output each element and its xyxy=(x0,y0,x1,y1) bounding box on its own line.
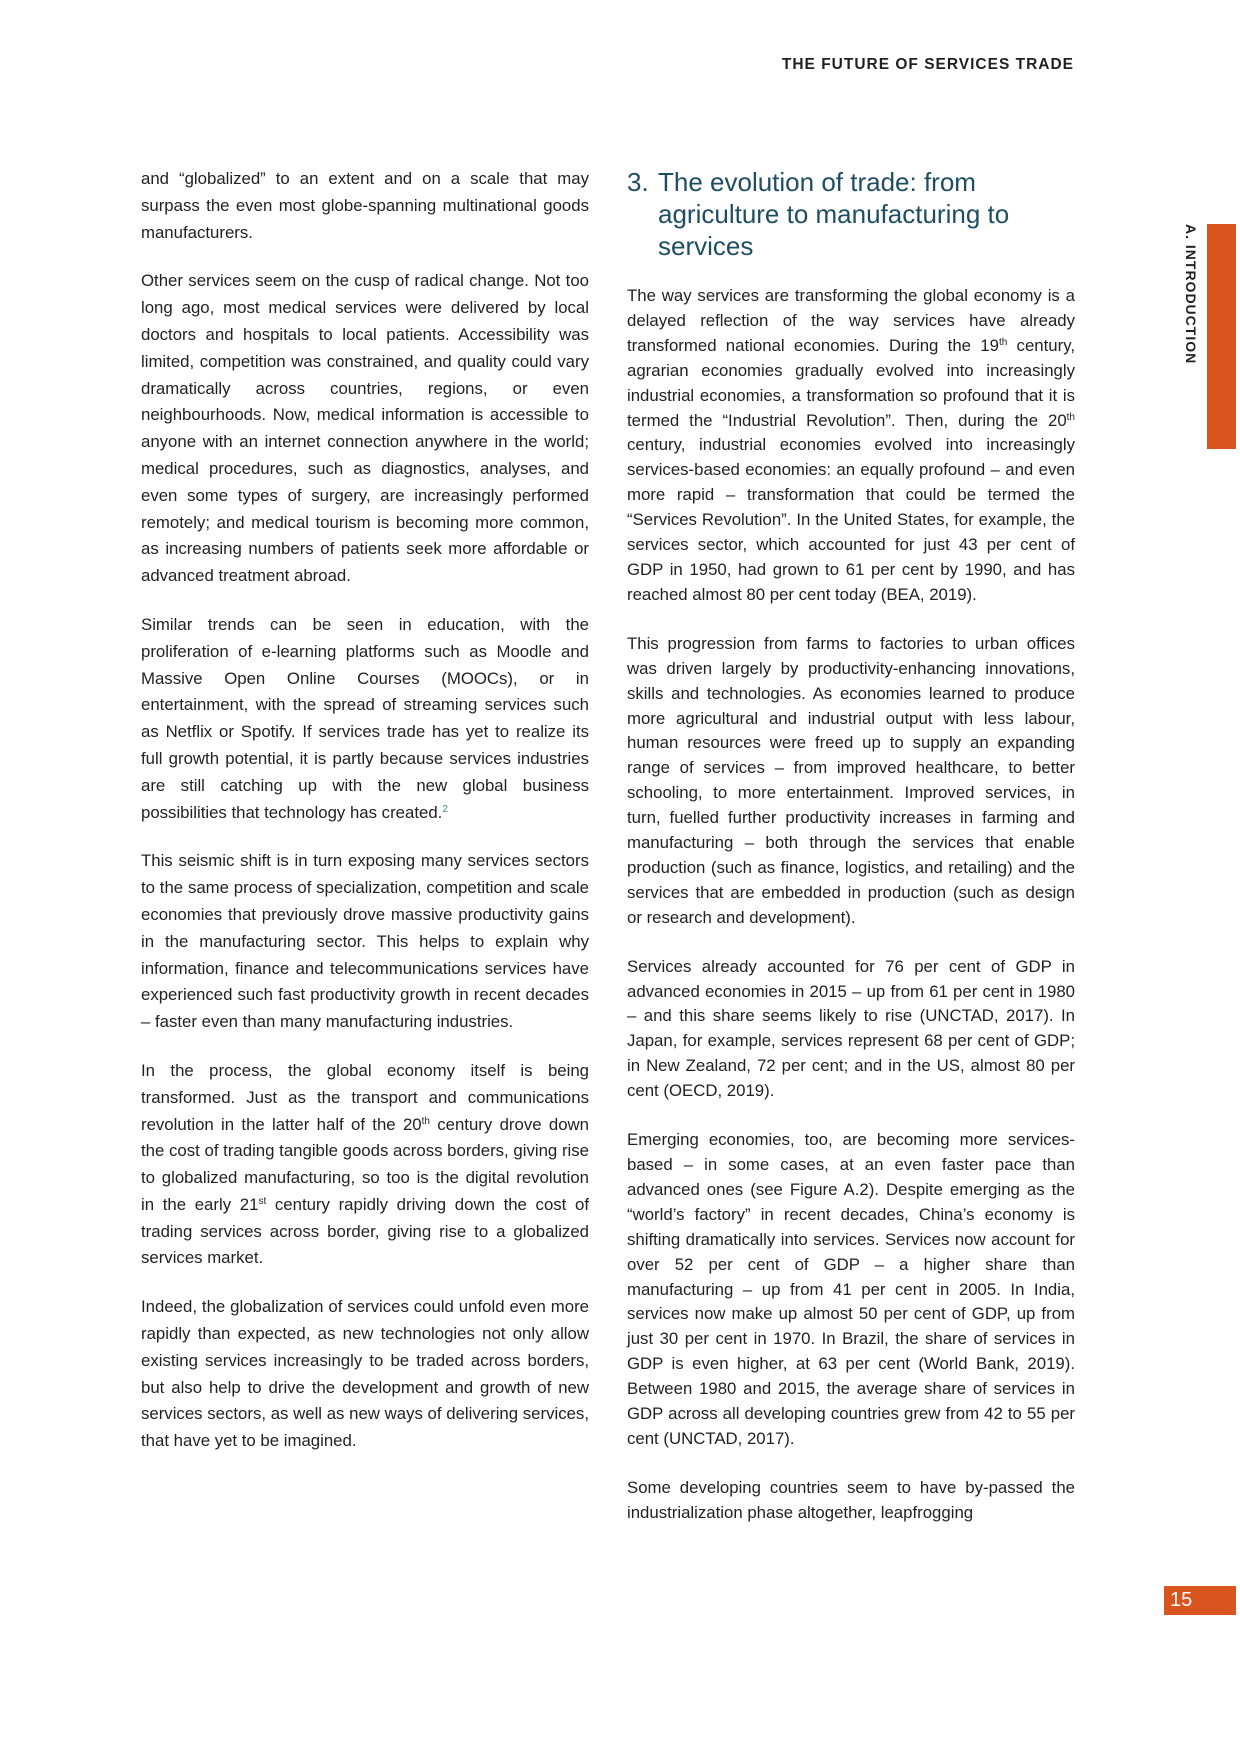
section-title: The evolution of trade: from agriculture to manufacturing to services xyxy=(658,167,1010,261)
section-side-label: A. INTRODUCTION xyxy=(1183,224,1199,365)
right-column xyxy=(627,166,1075,1550)
superscript: th xyxy=(998,336,1008,348)
section-color-tab xyxy=(1207,224,1236,449)
section-number: 3. xyxy=(627,167,649,197)
page-number: 15 xyxy=(1164,1586,1236,1615)
paragraph: and “globalized” to an extent and on a scale that may surpass the even most globe-spanning multinational goods manufacturers. xyxy=(141,169,589,242)
paragraph: Emerging economies, too, are becoming more services-based – in some cases, at an even faster pace than advanced ones (see Figure A.2). Despite emerging as the “world’s factory” in recent decades, China’s economy is shifting dramatically into services. Services now account for over 52 per cent of GDP – a higher share than manufacturing – up from 41 per cent in 2005. In India, services now make up almost 50 per cent of GDP, up from just 30 per cent in 1970. In Brazil, the share of services in GDP is even higher, at 63 per cent (World Bank, 2019). Between 1980 and 2015, the average share of services in GDP across all developing countries grew from 42 to 55 per cent (UNCTAD, 2017). xyxy=(627,1130,1075,1448)
paragraph: Some developing countries seem to have by-passed the industrialization phase altogether, leapfrogging xyxy=(627,1477,1075,1522)
superscript: st xyxy=(258,1195,267,1207)
paragraph xyxy=(141,1058,589,1272)
paragraph xyxy=(627,284,1075,608)
paragraph-text: century, agrarian economies gradually evolved into increasingly industrial economies, a transformation so profound that it is termed the “Industrial Revolution”. Then, during the 20 xyxy=(627,335,1076,430)
superscript: th xyxy=(1066,411,1075,423)
paragraph-text: century rapidly driving down the cost of trading services across border, giving rise to a globalized services market. xyxy=(141,1194,589,1268)
left-column xyxy=(141,166,589,1477)
paragraph-text: Similar trends can be seen in education, with the proliferation of e-learning platforms such as Moodle and Massive Open Online Courses (MOOCs), or in entertainment, with the spread of streaming services such as Netflix or Spotify. If services trade has yet to realize its full growth potential, it is partly because services industries are still catching up with the new global business possibilities that technology has created. xyxy=(141,614,589,822)
paragraph-text: The way services are transforming the global economy is a delayed reflection of the way services have already transformed national economies. During the 19 xyxy=(627,286,1075,355)
paragraph: Indeed, the globalization of services could unfold even more rapidly than expected, as new technologies not only allow existing services increasingly to be traded across borders, but also help to drive the development and growth of new services sectors, as well as new ways of delivering services, that have yet to be imagined. xyxy=(141,1297,589,1451)
paragraph-text: century drove down the cost of trading tangible goods across borders, giving rise to globalized manufacturing, so too is the digital revolution in the early 21 xyxy=(141,1114,589,1214)
paragraph xyxy=(141,612,589,826)
paragraph-text: In the process, the global economy itself is being transformed. Just as the transport and communications revolution in the latter half of the 20 xyxy=(141,1060,589,1134)
running-header: THE FUTURE OF SERVICES TRADE xyxy=(781,56,1074,73)
paragraph: This seismic shift is in turn exposing many services sectors to the same process of specialization, competition and scale economies that previously drove massive productivity gains in the manufacturing sector. This helps to explain why information, finance and telecommunications services have experienced such fast productivity growth in recent decades – faster even than many manufacturing industries. xyxy=(141,851,589,1032)
footnote-marker[interactable]: 2 xyxy=(442,803,448,815)
paragraph: Other services seem on the cusp of radical change. Not too long ago, most medical services were delivered by local doctors and hospitals to local patients. Accessibility was limited, competition was constrained, and quality could vary dramatically across countries, regions, or even neighbourhoods. Now, medical information is accessible to anyone with an internet connection anywhere in the world; medical procedures, such as diagnostics, analyses, and even some types of surgery, are increasingly performed remotely; and medical tourism is becoming more common, as increasing numbers of patients seek more affordable or advanced treatment abroad. xyxy=(141,271,589,586)
paragraph: This progression from farms to factories to urban offices was driven largely by productivity-enhancing innovations, skills and technologies. As economies learned to produce more agricultural and industrial output with less labour, human resources were freed up to supply an expanding range of services – from improved healthcare, to better schooling, to more entertainment. Improved services, in turn, fuelled further productivity increases in farming and manufacturing – both through the services that enable production (such as finance, logistics, and retailing) and the services that are embedded in production (such as design or research and development). xyxy=(627,633,1075,927)
superscript: th xyxy=(421,1115,430,1127)
paragraph: Services already accounted for 76 per cent of GDP in advanced economies in 2015 – up from 61 per cent in 1980 – and this share seems likely to rise (UNCTAD, 2017). In Japan, for example, services represent 68 per cent of GDP; in New Zealand, 72 per cent; and in the US, almost 80 per cent (OECD, 2019). xyxy=(627,956,1075,1101)
paragraph-text: century, industrial economies evolved into increasingly services-based economies: an equally profound – and even more rapid – transformation that could be termed the “Services Revolution”. In the United States, for example, the services sector, which accounted for just 43 per cent of GDP in 1950, had grown to 61 per cent by 1990, and has reached almost 80 per cent today (BEA, 2019). xyxy=(627,435,1075,604)
section-heading xyxy=(627,166,1075,262)
